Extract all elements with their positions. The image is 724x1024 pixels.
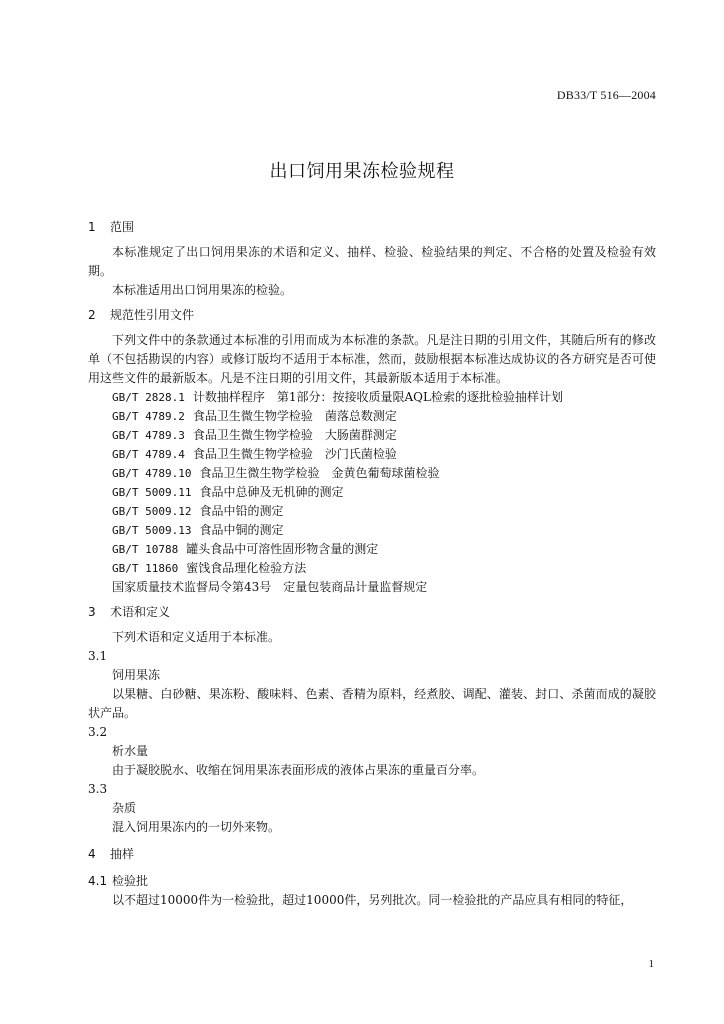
term-definition: 以果糖、白砂糖、果冻粉、酸味料、色素、香精为原料，经煮胶、调配、灌装、封口、杀菌而成的凝胶状产品。 <box>88 687 656 720</box>
reference-code: GB/T 4789.3 <box>112 429 185 442</box>
reference-item: 国家质量技术监督局令第43号 定量包装商品计量监督规定 <box>112 580 428 594</box>
reference-code: GB/T 5009.12 <box>112 505 192 518</box>
section-number: 4 <box>88 847 96 861</box>
reference-title: 食品卫生微生物学检验 大肠菌群测定 <box>192 428 397 442</box>
reference-item <box>88 445 656 464</box>
section-heading-3 <box>88 603 656 622</box>
reference-item <box>88 540 656 559</box>
reference-item <box>88 464 656 483</box>
term-number: 3.2 <box>88 725 108 739</box>
term-name: 杂质 <box>112 801 137 815</box>
term-name: 饲用果冻 <box>112 668 161 682</box>
reference-item <box>88 388 656 407</box>
reference-code: GB/T 5009.13 <box>112 524 192 537</box>
paragraph: 以不超过10000件为一检验批，超过10000件，另列批次。同一检验批的产品应具有相同的特征， <box>112 893 633 907</box>
reference-title: 食品卫生微生物学检验 沙门氏菌检验 <box>192 447 397 461</box>
reference-item <box>88 407 656 426</box>
reference-code: GB/T 4789.2 <box>112 410 185 423</box>
reference-code: GB/T 5009.11 <box>112 486 192 499</box>
reference-code: GB/T 10788 <box>112 543 179 556</box>
subsection-title: 检验批 <box>112 874 149 888</box>
reference-code: GB/T 4789.4 <box>112 448 185 461</box>
section-heading-1 <box>88 218 656 237</box>
subsection-number: 4.1 <box>88 874 108 888</box>
reference-title: 食品中铜的测定 <box>199 523 284 537</box>
reference-title: 食品卫生微生物学检验 菌落总数测定 <box>192 409 397 423</box>
reference-title: 食品卫生微生物学检验 金黄色葡萄球菌检验 <box>199 466 440 480</box>
term-number: 3.1 <box>88 649 108 663</box>
term-number: 3.3 <box>88 782 108 796</box>
term-name: 析水量 <box>112 744 149 758</box>
page-number: 1 <box>648 958 654 970</box>
section-title: 术语和定义 <box>110 605 171 619</box>
section-title: 范围 <box>110 220 135 234</box>
section-number: 1 <box>88 220 96 234</box>
reference-title: 罐头食品中可溶性固形物含量的测定 <box>186 542 379 556</box>
reference-item <box>88 521 656 540</box>
reference-title: 食品中铅的测定 <box>199 504 284 518</box>
reference-code: GB/T 11860 <box>112 562 179 575</box>
document-body <box>88 218 656 910</box>
reference-item <box>88 483 656 502</box>
reference-code: GB/T 4789.10 <box>112 467 192 480</box>
reference-list <box>88 388 656 597</box>
reference-title: 计数抽样程序 第1部分：按接收质量限AQL检索的逐批检验抽样计划 <box>192 390 563 404</box>
subsection-heading-4-1 <box>88 872 656 891</box>
reference-title: 食品中总砷及无机砷的测定 <box>199 485 344 499</box>
paragraph: 本标准规定了出口饲用果冻的术语和定义、抽样、检验、检验结果的判定、不合格的处置及检验有效期。 <box>88 245 656 278</box>
term-definition: 由于凝胶脱水、收缩在饲用果冻表面形成的液体占果冻的重量百分率。 <box>112 763 485 777</box>
document-code: DB33/T 516—2004 <box>556 88 656 102</box>
paragraph: 本标准适用出口饲用果冻的检验。 <box>112 283 293 297</box>
document-title: 出口饲用果冻检验规程 <box>269 161 455 182</box>
section-title: 抽样 <box>110 847 135 861</box>
term-definition: 混入饲用果冻内的一切外来物。 <box>112 820 281 834</box>
section-number: 2 <box>88 308 96 322</box>
section-title: 规范性引用文件 <box>110 308 195 322</box>
section-heading-2 <box>88 306 656 325</box>
section-heading-4 <box>88 845 656 864</box>
reference-item <box>88 502 656 521</box>
reference-title: 蜜饯食品理化检验方法 <box>186 561 307 575</box>
reference-code: GB/T 2828.1 <box>112 391 185 404</box>
paragraph: 下列文件中的条款通过本标准的引用而成为本标准的条款。凡是注日期的引用文件，其随后所有的修改单（不包括勘误的内容）或修订版均不适用于本标准，然而，鼓励根据本标准达成协议的各方研究是否可使用这些文件的最新版本。凡是不注日期的引用文件，其最新版本适用于本标准。 <box>88 333 656 385</box>
section-number: 3 <box>88 605 96 619</box>
paragraph: 下列术语和定义适用于本标准。 <box>112 630 281 644</box>
reference-item <box>88 559 656 578</box>
reference-item <box>88 426 656 445</box>
